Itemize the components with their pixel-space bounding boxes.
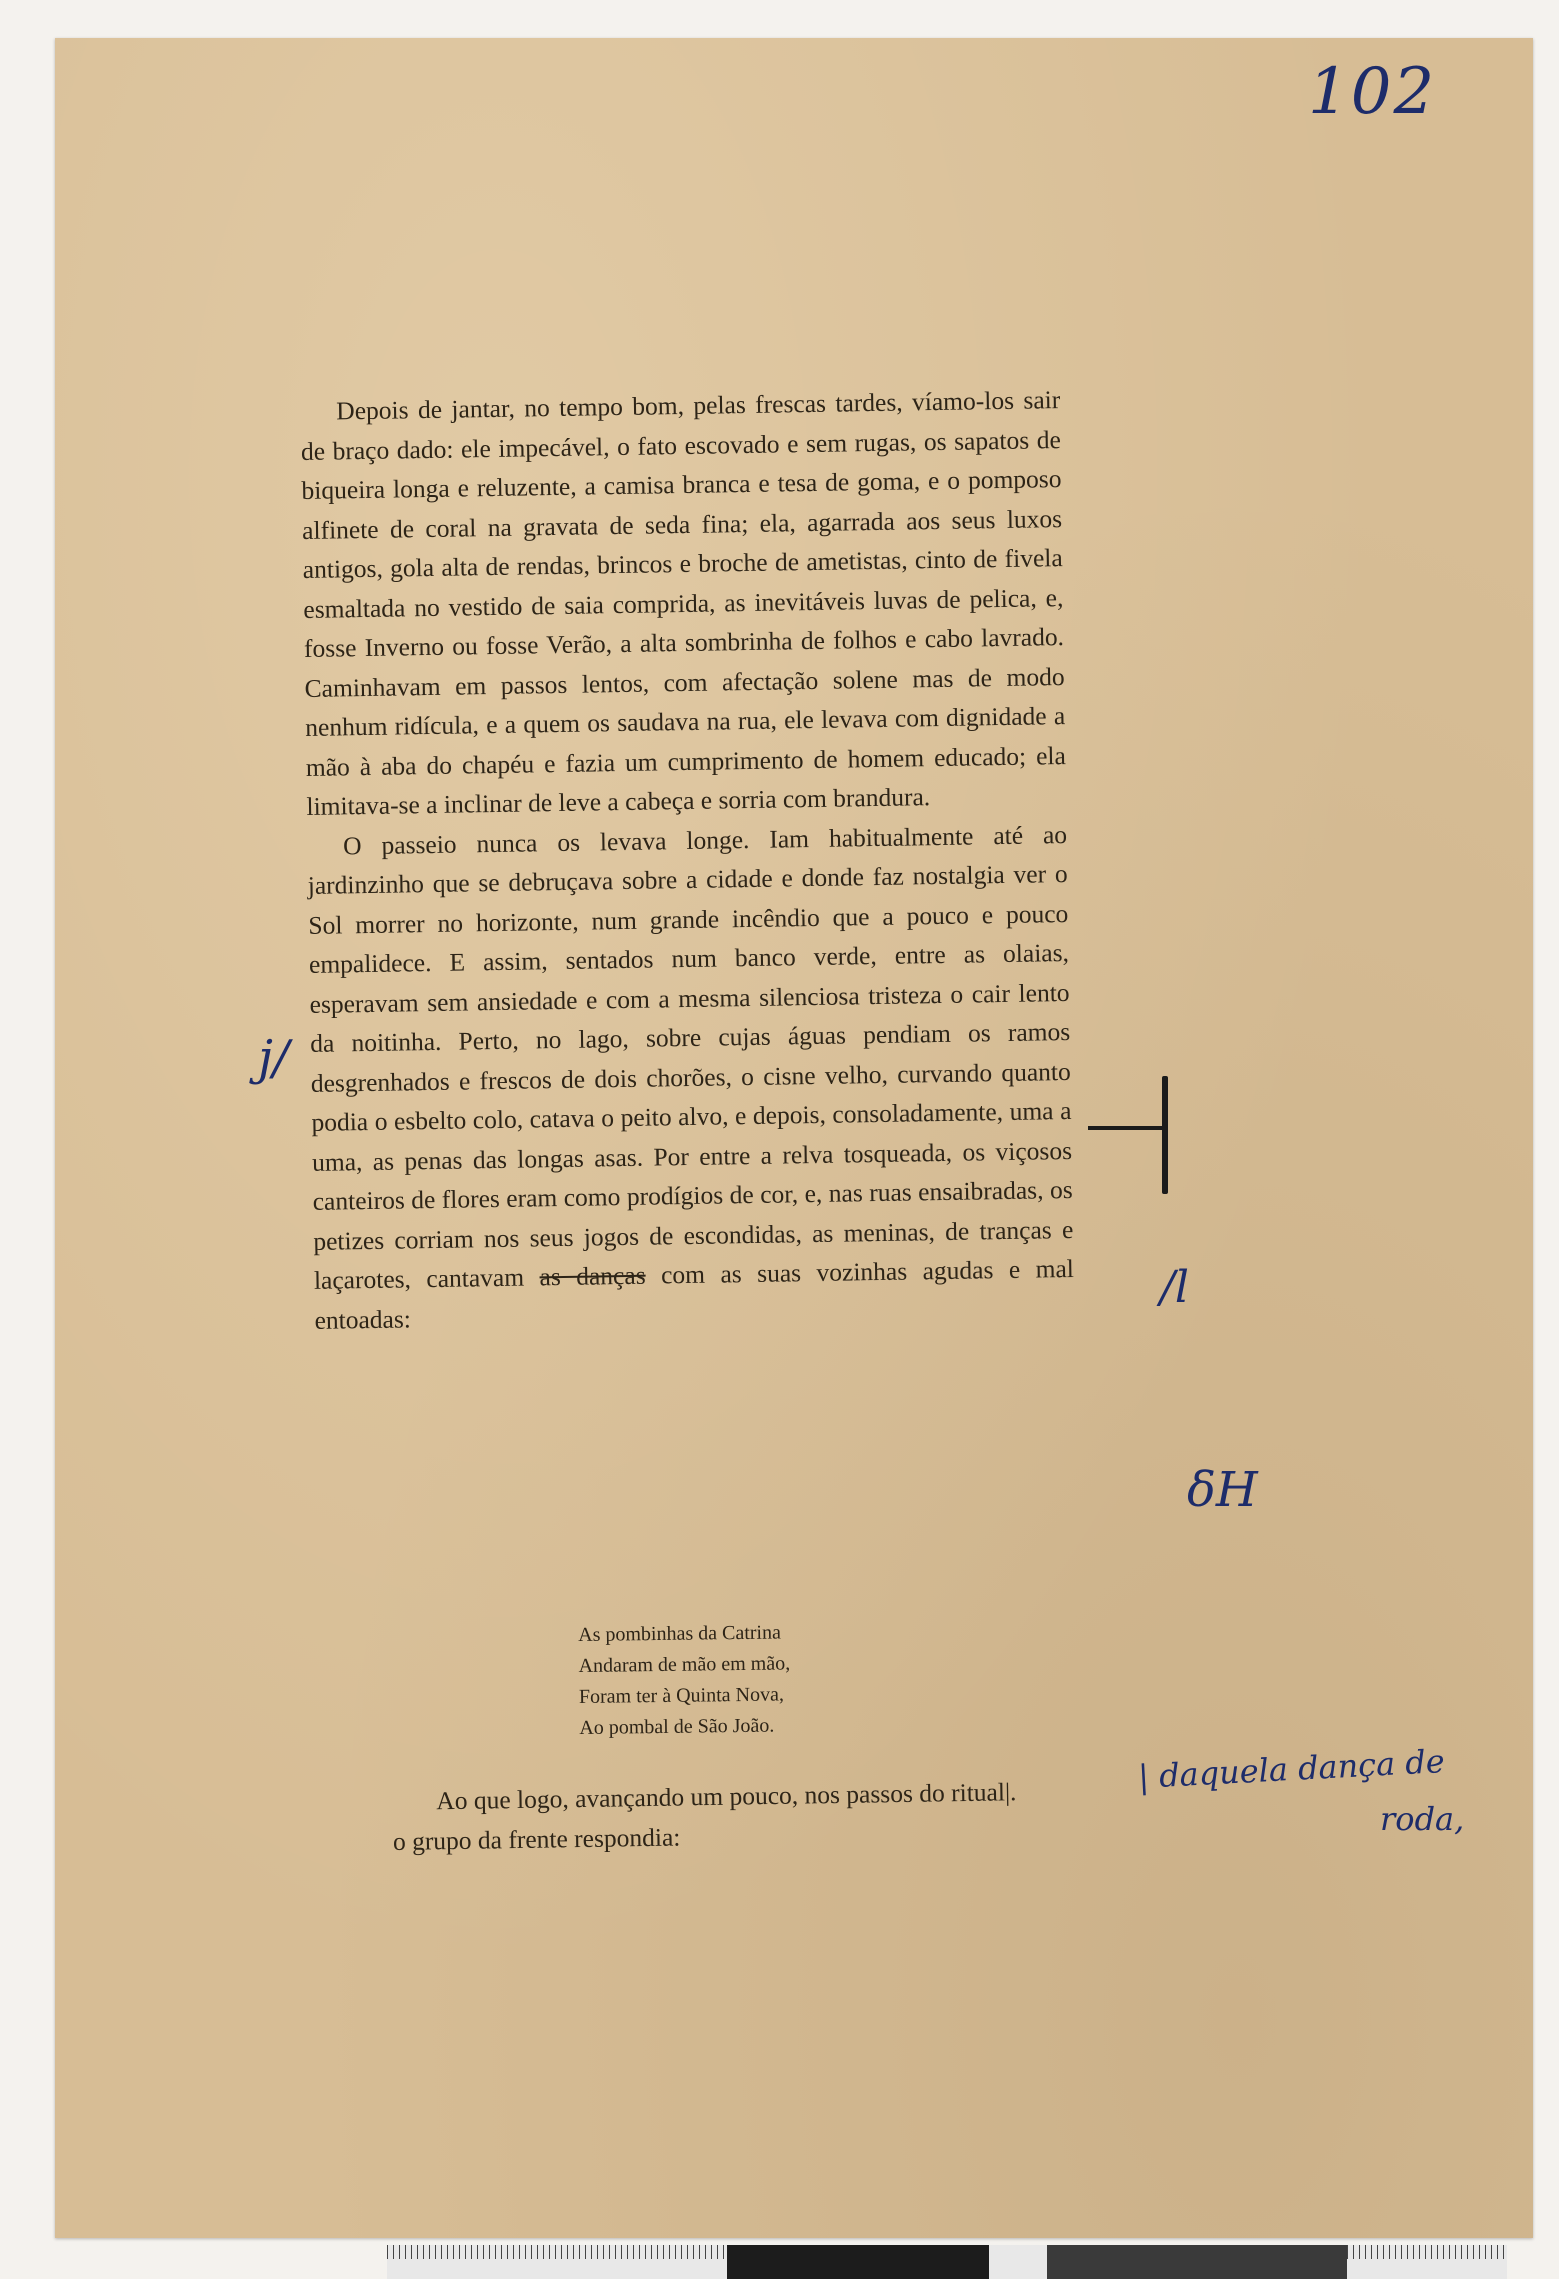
margin-insertion-note-2: roda, <box>1380 1800 1465 1838</box>
margin-mark-right-1: /l <box>1160 1262 1189 1313</box>
closing-tail: o grupo da frente respondia: <box>392 1822 681 1856</box>
closing-paragraph <box>392 1771 1113 1862</box>
scale-ruler <box>387 2245 1507 2279</box>
paragraph-2-tail: com as suas vozinhas agudas e mal entoadas: <box>314 1253 1075 1335</box>
ruler-ticks <box>387 2245 727 2259</box>
margin-bracket <box>1162 1076 1168 1194</box>
struck-text: as danças <box>539 1260 646 1292</box>
verse-line: As pombinhas da Catrina <box>578 1621 782 1646</box>
margin-mark-left: j/ <box>258 1030 290 1086</box>
margin-mark-right-2: δH <box>1187 1462 1258 1518</box>
ruler-block <box>1047 2245 1347 2279</box>
closing-line: Ao que logo, avançando um pouco, nos passos do ritual <box>436 1777 1006 1816</box>
closing-text <box>392 1771 1113 1862</box>
verse-line: Ao pombal de São João. <box>579 1714 775 1739</box>
verse-block <box>578 1617 791 1744</box>
verse-line: Foram ter à Quinta Nova, <box>578 1683 785 1708</box>
paragraph-1: Depois de jantar, no tempo bom, pelas frescas tardes, víamo-los sair de braço dado: ele impecável, o fato escovado e sem rugas, os sapatos de biqueira longa e reluzente, a camisa branca e tesa de goma, e o pomposo alfinete de coral na gravata de seda fina; ela, agarrada aos seus luxos antigos, gola alta de rendas, brincos e broche de ametistas, cinto de fivela esmaltada no vestido de saia comprida, as inevitáveis luvas de pelica, e, fosse Inverno ou fosse Verão, a alta sombrinha de folhos e cabo lavrado. Caminhavam em passos lentos, com afectação solene mas de modo nenhum ridícula, e a quem os saudava na rua, ele levava com dignidade a mão à aba do chapéu e fazia um cumprimento de homem educado; ela limitava-se a inclinar de leve a cabeça e sorria com brandura. <box>300 385 1067 821</box>
paragraph-2-text: O passeio nunca os levava longe. Iam habitualmente até ao jardinzinho que se debruçava sobre a cidade e donde faz nostalgia ver o Sol morrer no horizonte, num grande incêndio que a pouco e pouco empalidece. E assim, sentados num banco verde, entre as olaias, esperavam sem ansiedade e com a mesma silenciosa tristeza o cair lento da noitinha. Perto, no lago, sobre cujas águas pendiam os ramos desgrenhados e frescos de dois chorões, o cisne velho, curvando quanto podia o esbelto colo, catava o peito alvo, e depois, consoladamente, uma a uma, as penas das longas asas. Por entre a relva tosqueada, os viçosos canteiros de flores eram como prodígios de cor, e, nas ruas ensaibradas, os petizes corriam nos seus jogos de escondidas, as meninas, de tranças e laçarotes, cantavam <box>307 819 1074 1295</box>
verse-line: Andaram de mão em mão, <box>578 1652 791 1677</box>
body-text <box>300 380 1075 1340</box>
paragraph-2 <box>307 815 1075 1340</box>
margin-insertion-note: | daquela dança de <box>1137 1741 1446 1797</box>
ruler-block <box>727 2245 989 2279</box>
ruler-ticks <box>1347 2245 1507 2259</box>
insertion-mark: |. <box>1004 1777 1017 1807</box>
margin-bracket-arm <box>1088 1126 1164 1130</box>
folio-number: 102 <box>1308 55 1437 129</box>
